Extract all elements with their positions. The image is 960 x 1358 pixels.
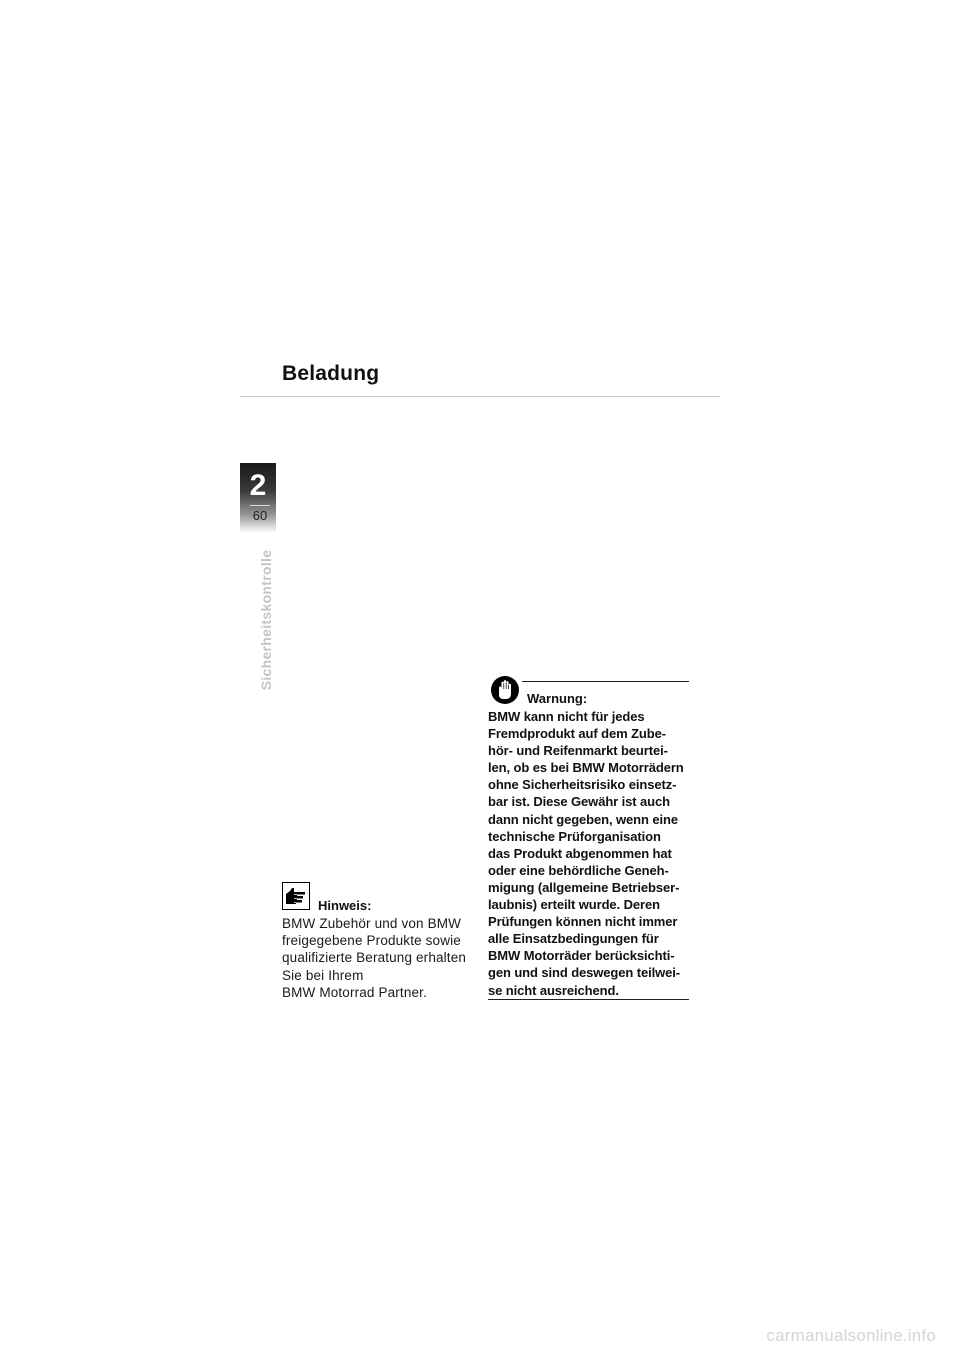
stop-hand-icon: [490, 675, 520, 705]
warning-line: hör- und Reifenmarkt beurtei-: [488, 743, 668, 759]
note-heading: Hinweis:: [318, 898, 372, 913]
watermark: carmanualsonline.info: [766, 1326, 936, 1345]
title-divider: [240, 396, 720, 397]
warning-line: technische Prüforganisation: [488, 828, 661, 844]
warning-top-rule: [522, 681, 689, 682]
warning-line: Prüfungen können nicht immer: [488, 914, 678, 930]
section-label: Sicherheitskontrolle: [258, 549, 274, 691]
warning-line: BMW kann nicht für jedes: [488, 709, 645, 724]
warning-bottom-rule: [488, 999, 689, 1000]
warning-line: se nicht ausreichend.: [488, 982, 619, 998]
note-line: BMW Motorrad Partner.: [282, 984, 427, 1000]
warning-line: ohne Sicherheitsrisiko einsetz-: [488, 777, 677, 793]
warning-line: len, ob es bei BMW Motorrädern: [488, 760, 684, 776]
note-line: qualifizierte Beratung erhalten: [282, 950, 467, 966]
warning-line: laubnis) erteilt wurde. Deren: [488, 897, 660, 913]
warning-line: alle Einsatzbedingungen für: [488, 931, 659, 947]
note-line: Sie bei Ihrem: [282, 967, 364, 983]
note-line: BMW Zubehör und von BMW: [282, 916, 462, 931]
chapter-divider: [250, 505, 270, 506]
warning-line: dann nicht gegeben, wenn eine: [488, 811, 678, 827]
warning-line: das Produkt abgenommen hat: [488, 845, 672, 861]
warning-line: oder eine behördliche Geneh-: [488, 862, 669, 878]
warning-line: BMW Motorräder berücksichti-: [488, 948, 675, 964]
warning-line: bar ist. Diese Gewähr ist auch: [488, 794, 670, 810]
note-line: freigegebene Produkte sowie: [282, 933, 461, 949]
pointing-hand-icon: [282, 882, 310, 910]
warning-heading: Warnung:: [527, 691, 588, 706]
warning-line: migung (allgemeine Betriebser-: [488, 879, 680, 895]
page-number: 60: [252, 508, 268, 523]
warning-body: [488, 708, 693, 999]
warning-line: gen und sind deswegen teilwei-: [488, 965, 681, 981]
chapter-number: 2: [249, 469, 267, 502]
warning-line: Fremdprodukt auf dem Zube-: [488, 726, 666, 742]
note-body: [282, 915, 482, 1001]
page-title: Beladung: [282, 362, 380, 385]
